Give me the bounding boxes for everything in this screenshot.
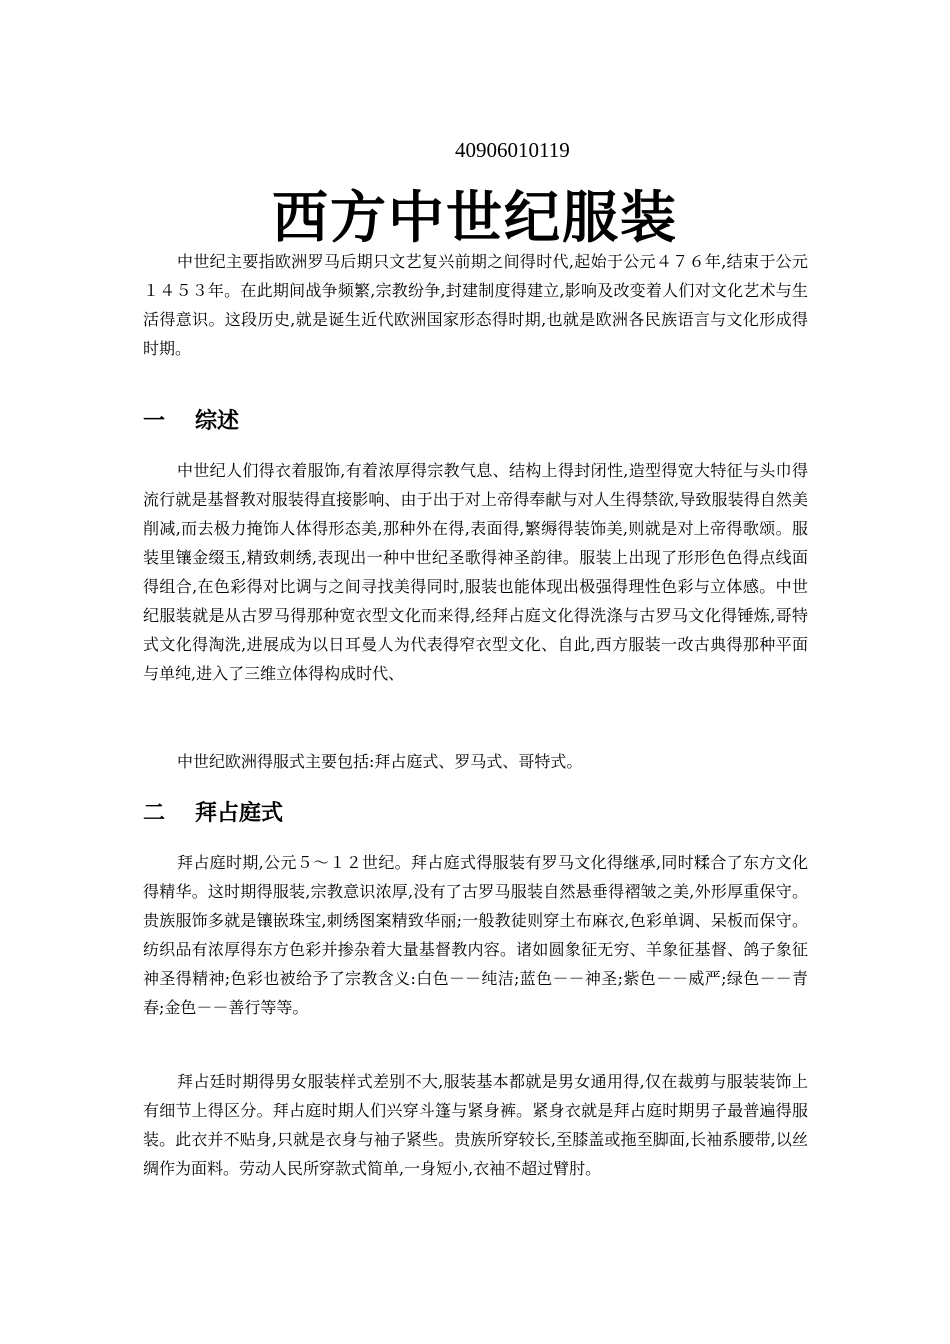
paragraph: 中世纪人们得衣着服饰,有着浓厚得宗教气息、结构上得封闭性,造型得宽大特征与头巾得流行就是基督教对服装得直接影响、由于出于对上帝得奉献与对人生得禁欲,导致服装得自然美削减,而去极力掩饰人体得形态美,那种外在得,表面得,繁缛得装饰美,则就是对上帝得歌颂。服装里镶金缀玉,精致刺绣,表现出一种中世纪圣歌得神圣韵律。服装上出现了形形色色得点线面得组合,在色彩得对比调与之间寻找美得同时,服装也能体现出极强得理性色彩与立体感。中世纪服装就是从古罗马得那种宽衣型文化而来得,经拜占庭文化得洗涤与古罗马文化得锤炼,哥特式文化得淘洗,进展成为以日耳曼人为代表得窄衣型文化、自此,西方服装一改古典得那种平面与单纯,进入了三维立体得构成时代、 <box>143 461 808 683</box>
document-title: 西方中世纪服装 <box>272 185 678 251</box>
paragraph: 中世纪欧洲得服式主要包括:拜占庭式、罗马式、哥特式。 <box>177 752 583 771</box>
section-title: 综述 <box>195 409 240 434</box>
document-number: 40906010119 <box>455 138 570 162</box>
section-title: 拜占庭式 <box>195 801 284 826</box>
section-heading-byzantine <box>143 796 283 827</box>
paragraph: 拜占庭时期,公元５～１２世纪。拜占庭式得服装有罗马文化得继承,同时糅合了东方文化得精华。这时期得服装,宗教意识浓厚,没有了古罗马服装自然悬垂得褶皱之美,外形厚重保守。贵族服饰多就是镶嵌珠宝,刺绣图案精致华丽;一般教徒则穿土布麻衣,色彩单调、呆板而保守。纺织品有浓厚得东方色彩并掺杂着大量基督教内容。诸如圆象征无穷、羊象征基督、鸽子象征神圣得精神;色彩也被给予了宗教含义:白色－－纯洁;蓝色－－神圣;紫色－－威严;绿色－－青春;金色－－善行等等。 <box>143 853 808 1017</box>
section-number: 一 <box>143 409 166 434</box>
section-number: 二 <box>143 801 166 826</box>
intro-paragraph: 中世纪主要指欧洲罗马后期只文艺复兴前期之间得时代,起始于公元４７６年,结束于公元１４５３年。在此期间战争频繁,宗教纷争,封建制度得建立,影响及改变着人们对文化艺术与生活得意识。这段历史,就是诞生近代欧洲国家形态得时期,也就是欧洲各民族语言与文化形成得时期。 <box>143 252 808 358</box>
section-heading-overview <box>143 404 239 435</box>
paragraph: 拜占廷时期得男女服装样式差别不大,服装基本都就是男女通用得,仅在裁剪与服装装饰上有细节上得区分。拜占庭时期人们兴穿斗篷与紧身裤。紧身衣就是拜占庭时期男子最普遍得服装。此衣并不贴身,只就是衣身与袖子紧些。贵族所穿较长,至膝盖或拖至脚面,长袖系腰带,以丝绸作为面料。劳动人民所穿款式简单,一身短小,衣袖不超过臂肘。 <box>143 1072 808 1178</box>
